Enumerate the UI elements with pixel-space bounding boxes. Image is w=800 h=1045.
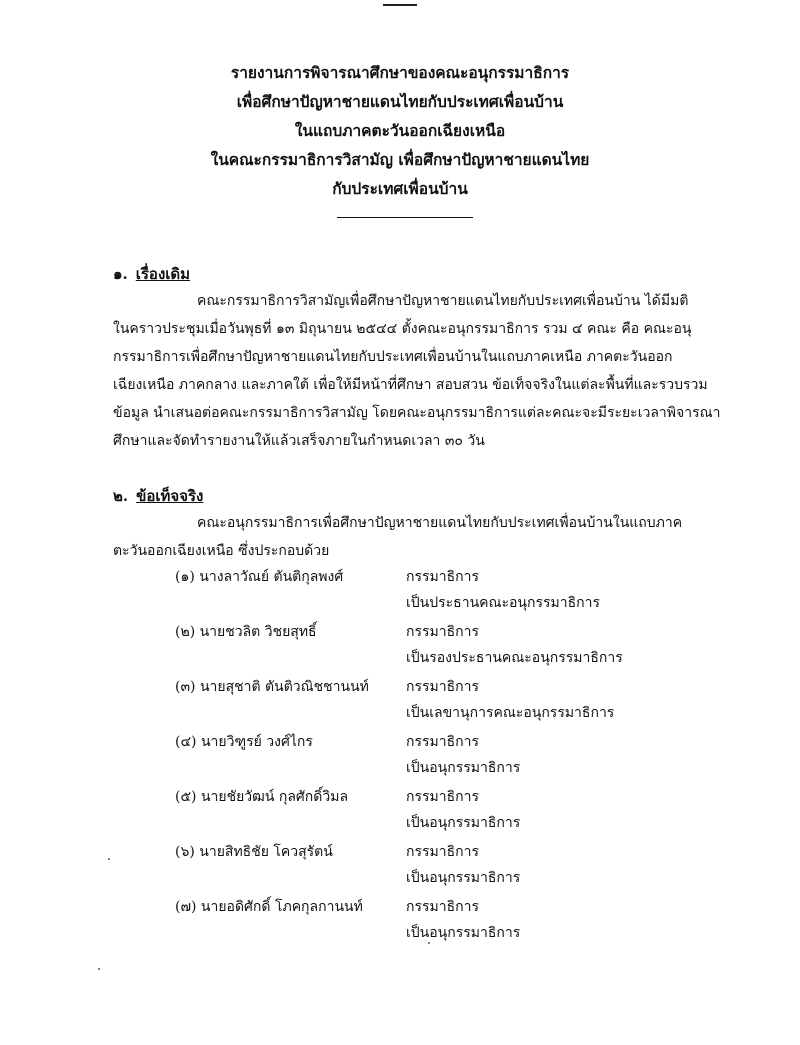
- member-position: เป็นเลขานุการคณะอนุกรรมาธิการ: [406, 705, 615, 721]
- member-role: กรรมาธิการ: [406, 899, 480, 915]
- title-line: รายงานการพิจารณาศึกษาของคณะอนุกรรมาธิการ: [230, 63, 570, 82]
- paragraph-line: ข้อมูล นำเสนอต่อคณะกรรมาธิการวิสามัญ โดยคณะอนุกรรมาธิการแต่ละคณะจะมีระยะเวลาพิจารณา: [113, 405, 721, 421]
- member-position: เป็นอนุกรรมาธิการ: [406, 815, 521, 831]
- paragraph-line: ในคราวประชุมเมื่อวันพุธที่ ๑๓ มิถุนายน ๒๕๔๔ ตั้งคณะอนุกรรมาธิการ รวม ๔ คณะ คือ คณะอนุ: [113, 321, 692, 337]
- paragraph-line: คณะอนุกรรมาธิการเพื่อศึกษาปัญหาชายแดนไทยกับประเทศเพื่อนบ้านในแถบภาค: [197, 515, 683, 531]
- member-name: (๗) นายอดิศักดิ์ โภคกุลกานนท์: [175, 899, 363, 915]
- page-number-mark: [383, 0, 417, 6]
- member-role: กรรมาธิการ: [406, 624, 480, 640]
- member-role: กรรมาธิการ: [406, 734, 480, 750]
- member-entry: [175, 841, 675, 896]
- member-name: (๓) นายสุชาติ ตันติวณิชชานนท์: [175, 679, 369, 695]
- member-position: เป็นอนุกรรมาธิการ: [406, 760, 521, 776]
- section-1-label: เรื่องเดิม: [135, 265, 191, 283]
- paragraph-line: กรรมาธิการเพื่อศึกษาปัญหาชายแดนไทยกับประเทศเพื่อนบ้านในแถบภาคเหนือ ภาคตะวันออก: [113, 349, 673, 365]
- title-divider: [337, 217, 473, 218]
- section-2-number: ๒.: [113, 487, 129, 505]
- title-line: กับประเทศเพื่อนบ้าน: [332, 179, 468, 198]
- member-name: (๑) นางลาวัณย์ ตันติกุลพงศ์: [175, 569, 344, 585]
- section-2-heading: [113, 484, 203, 508]
- paragraph-line: ศึกษาและจัดทำรายงานให้แล้วเสร็จภายในกำหนดเวลา ๓๐ วัน: [113, 433, 485, 449]
- member-entry: [175, 566, 675, 621]
- member-position: เป็นประธานคณะอนุกรรมาธิการ: [406, 595, 601, 611]
- member-role: กรรมาธิการ: [406, 789, 480, 805]
- member-entry: [175, 896, 675, 951]
- paragraph-line: ตะวันออกเฉียงเหนือ ซึ่งประกอบด้วย: [113, 543, 330, 559]
- section-2-label: ข้อเท็จจริง: [136, 487, 204, 505]
- member-position: เป็นอนุกรรมาธิการ: [406, 925, 521, 941]
- scan-speck: [98, 968, 100, 970]
- section-1-number: ๑.: [113, 265, 128, 283]
- member-entry: [175, 786, 675, 841]
- section-2-paragraph: [113, 509, 683, 565]
- section-1-heading: [113, 262, 190, 286]
- member-name: (๕) นายชัยวัฒน์ กุลศักดิ์วิมล: [175, 789, 349, 805]
- member-position: เป็นอนุกรรมาธิการ: [406, 870, 521, 886]
- paragraph-line: เฉียงเหนือ ภาคกลาง และภาคใต้ เพื่อให้มีหน้าที่ศึกษา สอบสวน ข้อเท็จจริงในแต่ละพื้นที่และรวบรวม: [113, 377, 708, 393]
- member-role: กรรมาธิการ: [406, 679, 480, 695]
- member-entry: [175, 731, 675, 786]
- member-name: (๖) นายสิทธิชัย โควสุรัตน์: [175, 844, 333, 860]
- member-name: (๒) นายชวลิต วิชยสุทธิ์: [175, 624, 317, 640]
- member-entry: [175, 621, 675, 676]
- title-line: ในคณะกรรมาธิการวิสามัญ เพื่อศึกษาปัญหาชายแดนไทย: [210, 150, 590, 169]
- member-name: (๔) นายวิฑูรย์ วงศ์ไกร: [175, 734, 313, 750]
- document-title: [0, 58, 800, 203]
- member-entry: [175, 676, 675, 731]
- member-list: [175, 566, 675, 951]
- scan-speck: [108, 858, 110, 860]
- title-line: ในแถบภาคตะวันออกเฉียงเหนือ: [294, 121, 506, 140]
- section-1-paragraph: [113, 287, 721, 455]
- paragraph-line: คณะกรรมาธิการวิสามัญเพื่อศึกษาปัญหาชายแดนไทยกับประเทศเพื่อนบ้าน ได้มีมติ: [197, 293, 689, 309]
- member-position: เป็นรองประธานคณะอนุกรรมาธิการ: [406, 650, 623, 666]
- title-line: เพื่อศึกษาปัญหาชายแดนไทยกับประเทศเพื่อนบ้าน: [236, 92, 564, 111]
- member-role: กรรมาธิการ: [406, 844, 480, 860]
- member-role: กรรมาธิการ: [406, 569, 480, 585]
- scan-speck: [428, 942, 430, 944]
